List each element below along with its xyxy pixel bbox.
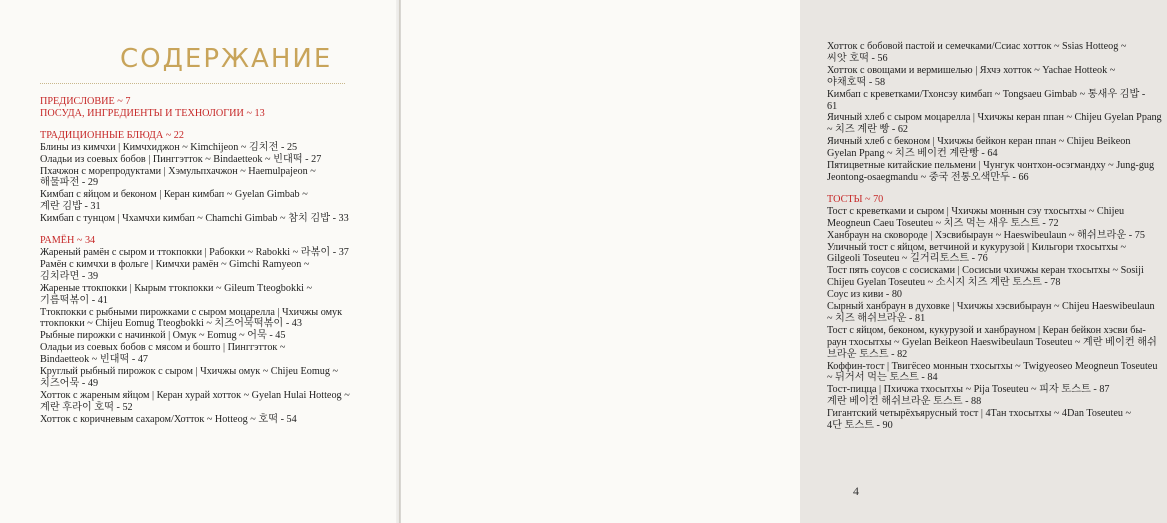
toc-entry-line[interactable]: ~ 뒤거서 먹는 토스트 - 84 bbox=[827, 372, 938, 384]
section-header[interactable]: ТРАДИЦИОННЫЕ БЛЮДА ~ 22 bbox=[40, 129, 184, 141]
toc-entry-line[interactable]: ттокпокки ~ Chijeu Eomug Tteogbokki ~ 치즈어묵떡볶이 - 43 bbox=[40, 318, 302, 330]
toc-entry-line[interactable]: 61 bbox=[827, 100, 838, 112]
toc-entry-line[interactable]: Сырный ханбраун в духовке | Чхичжы хэсвибыраун ~ Chijeu Haeswibeulaun bbox=[827, 301, 1155, 313]
toc-entry-line[interactable]: Тост пять соусов с сосисками | Сосисыи чхичжы керан тхосытхы ~ Sosiji bbox=[827, 265, 1144, 277]
toc-entry-line[interactable]: 4단 토스트 - 90 bbox=[827, 420, 893, 432]
toc-entry-line[interactable]: Соус из киви - 80 bbox=[827, 289, 903, 301]
section-header[interactable]: РАМЁН ~ 34 bbox=[40, 235, 96, 247]
toc-entry-line[interactable]: Хотток с жареным яйцом | Керан хурай хотток ~ Gyelan Hulai Hotteog ~ bbox=[40, 389, 350, 401]
toc-entry-line[interactable]: Хотток с коричневым сахаром/Хотток ~ Hotteog ~ 호떡 - 54 bbox=[40, 413, 297, 425]
section-header[interactable]: ТОСТЫ ~ 70 bbox=[827, 193, 884, 205]
left-page bbox=[0, 0, 400, 523]
toc-entry-line[interactable]: Рыбные пирожки с начинкой | Омук ~ Eomug ~ 어묵 - 45 bbox=[40, 330, 286, 342]
toc-entry-line[interactable]: ~ 치즈 계란 빵 - 62 bbox=[827, 124, 909, 136]
toc-entry-line[interactable]: Жареный рамён с сыром и ттокпокки | Рабокки ~ Rabokki ~ 라볶이 - 37 bbox=[40, 246, 349, 258]
toc-entry-line[interactable]: Gyelan Ppang ~ 치즈 베이컨 계란빵 - 64 bbox=[827, 148, 998, 160]
toc-entry-line[interactable]: Ханбраун на сковороде | Хэсвибыраун ~ Haeswibeulaun ~ 해쉬브라운 - 75 bbox=[827, 229, 1145, 241]
toc-entry-line[interactable]: Jeontong-osaegmandu ~ 중국 전통오색만두 - 66 bbox=[827, 171, 1029, 183]
toc-entry-line[interactable]: 씨앗 호떡 - 56 bbox=[827, 52, 888, 64]
toc-entry-line[interactable]: Gilgeoli Toseuteu ~ 길거리토스트 - 76 bbox=[827, 253, 988, 265]
toc-entry-line[interactable]: Пхачжон с морепродуктами | Хэмульпхачжон ~ Haemulpajeon ~ bbox=[40, 165, 316, 177]
section-header[interactable]: ПОСУДА, ИНГРЕДИЕНТЫ И ТЕХНОЛОГИИ ~ 13 bbox=[40, 107, 265, 119]
toc-entry-line[interactable]: ~ 치즈 해쉬브라운 - 81 bbox=[827, 312, 926, 324]
toc-entry-line[interactable]: Тост с яйцом, беконом, кукурузой и ханбрауном | Керан бейкон хэсви бы- bbox=[827, 324, 1146, 336]
toc-entry-line[interactable]: 브라운 토스트 - 82 bbox=[827, 348, 908, 360]
toc-entry-line[interactable]: 치즈어묵 - 49 bbox=[40, 377, 99, 389]
right-page bbox=[401, 0, 1162, 523]
toc-entry-line[interactable]: Рамён с кимчхи в фольге | Кимчхи рамён ~ Gimchi Ramyeon ~ bbox=[40, 258, 310, 270]
toc-entry-line[interactable]: Хотток с овощами и вермишелью | Яхчэ хотток ~ Yachae Hotteok ~ bbox=[827, 64, 1116, 76]
toc-entry-line[interactable]: Оладьи из соевых бобов | Пинггэтток ~ Bindaetteok ~ 빈대떡 - 27 bbox=[40, 153, 322, 165]
page-title: СОДЕРЖАНИЕ bbox=[120, 44, 333, 74]
toc-entry-line[interactable]: 계란 김밥 - 31 bbox=[40, 201, 101, 213]
toc-entry-line[interactable]: Жареные ттокпокки | Кырым ттокпокки ~ Gileum Tteogbokki ~ bbox=[40, 282, 313, 294]
toc-entry-line[interactable]: Bindaetteok ~ 빈대떡 - 47 bbox=[40, 354, 149, 366]
toc-entry-line[interactable]: Кимбап с яйцом и беконом | Керан кимбап ~ Gyelan Gimbab ~ bbox=[40, 189, 308, 201]
title-divider bbox=[40, 83, 345, 84]
toc-entry-line[interactable]: Пятицветные китайские пельмени | Чунгук чонтхон-осэгмандху ~ Jung-gug bbox=[827, 160, 1155, 172]
toc-entry-line[interactable]: 야채호떡 - 58 bbox=[827, 76, 886, 88]
toc-entry-line[interactable]: Chijeu Gyelan Toseuteu ~ 소시지 치즈 계란 토스트 - 78 bbox=[827, 277, 1061, 289]
section-gap bbox=[40, 120, 370, 130]
toc-entry-line[interactable]: 계란 베이컨 해쉬브라운 토스트 - 88 bbox=[827, 396, 982, 408]
toc-entry-line[interactable]: 해물파전 - 29 bbox=[40, 177, 99, 189]
toc-entry-line[interactable]: Гигантский четырёхъярусный тост | 4Тан тхосытхы ~ 4Dan Toseuteu ~ bbox=[827, 408, 1132, 420]
section-header[interactable]: ПРЕДИСЛОВИЕ ~ 7 bbox=[40, 96, 131, 107]
section-gap bbox=[827, 184, 1167, 194]
section-gap bbox=[40, 225, 370, 235]
toc-entry-line[interactable]: Тост с креветками и сыром | Чхичжы моннын сэу тхосытхы ~ Chijeu bbox=[827, 205, 1125, 217]
toc-entry-line[interactable]: Кимбап с тунцом | Чхамчхи кимбап ~ Chamchi Gimbab ~ 참치 김밥 - 33 bbox=[40, 213, 349, 225]
toc-entry-line[interactable]: раун тхосытхы ~ Gyelan Beikeon Haeswibeulaun Toseuteu ~ 계란 베이컨 해쉬 bbox=[827, 336, 1157, 348]
toc-entry-line[interactable]: Блины из кимчхи | Кимчхиджон ~ Kimchijeon ~ 김치전 - 25 bbox=[40, 141, 298, 153]
toc-entry-line[interactable]: Кимбап с креветками/Тхонсэу кимбап ~ Tongsaeu Gimbab ~ 통새우 김밥 - bbox=[827, 88, 1146, 100]
toc-entry-line[interactable]: Коффин-тост | Твигёсео моннын тхосытхы ~ Twigyeoseo Meogneun Toseuteu bbox=[827, 360, 1158, 372]
toc-entry-line[interactable]: 기름떡볶이 - 41 bbox=[40, 294, 108, 306]
toc-entry-line[interactable]: Ттокпокки с рыбными пирожками с сыром моцарелла | Чхичжы омук bbox=[40, 306, 343, 318]
toc-entry-line[interactable]: Оладьи из соевых бобов с мясом и бошто | Пинггэтток ~ bbox=[40, 342, 286, 354]
page-number: 4 bbox=[853, 484, 859, 498]
toc-entry-line[interactable]: Хотток с бобовой пастой и семечками/Ссиас хотток ~ Ssias Hotteog ~ bbox=[827, 41, 1127, 52]
toc-right-list bbox=[827, 41, 1167, 432]
toc-entry-line[interactable]: 계란 후라이 호떡 - 52 bbox=[40, 401, 133, 413]
toc-entry-line[interactable]: Meogneun Caeu Toseuteu ~ 치즈 먹는 새우 토스트 - 72 bbox=[827, 217, 1059, 229]
toc-entry-line[interactable]: Уличный тост с яйцом, ветчиной и кукурузой | Кильгори тхосытхы ~ bbox=[827, 241, 1127, 253]
toc-entry-line[interactable]: 김치라면 - 39 bbox=[40, 270, 99, 282]
toc-entry-line[interactable]: Яичный хлеб с беконом | Чхичжы бейкон керан ппан ~ Chijeu Beikeon bbox=[827, 136, 1131, 148]
toc-entry-line[interactable]: Круглый рыбный пирожок с сыром | Чхичжы омук ~ Chijeu Eomug ~ bbox=[40, 366, 338, 378]
toc-left-list bbox=[40, 96, 370, 426]
toc-entry-line[interactable]: Тост-пицца | Пхичжа тхосытхы ~ Pija Toseuteu ~ 피자 토스트 - 87 bbox=[827, 384, 1110, 396]
toc-entry-line[interactable]: Яичный хлеб с сыром моцарелла | Чхичжы керан ппан ~ Chijeu Gyelan Ppang bbox=[827, 112, 1162, 124]
